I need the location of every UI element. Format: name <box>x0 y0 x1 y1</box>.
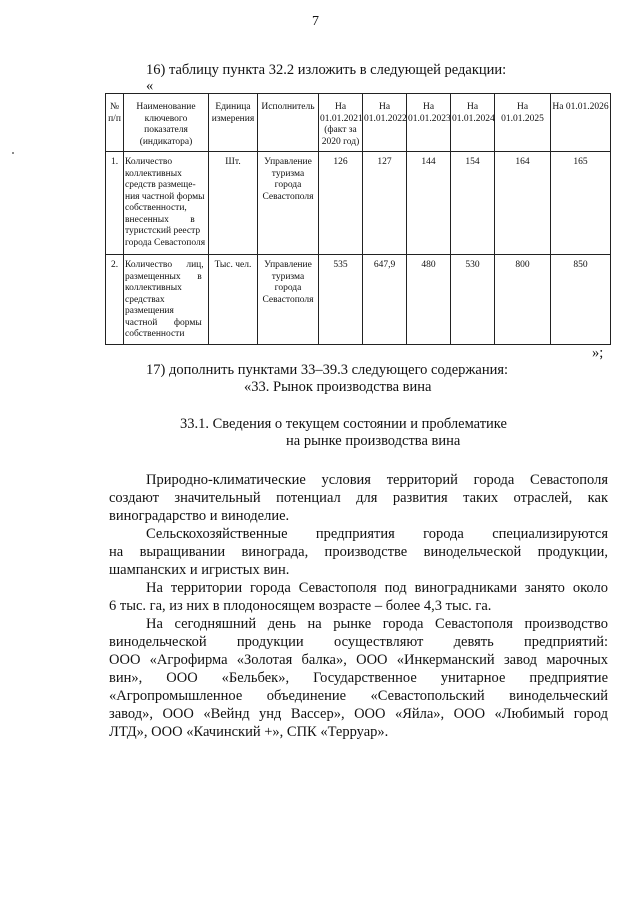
page-number: 7 <box>312 14 319 29</box>
section-331-title-line-2: на рынке производства вина <box>286 433 461 449</box>
row-2-value-2025: 800 <box>495 255 551 345</box>
row-1-value-2026: 165 <box>551 152 611 255</box>
paragraph-line: шампанских и игристых вин. <box>109 562 290 578</box>
row-2-unit: Тыс. чел. <box>209 255 258 345</box>
row-1-num: 1. <box>106 152 124 255</box>
header-2026: На 01.01.2026 <box>551 94 611 152</box>
header-unit: Единица измерения <box>209 94 258 152</box>
item-16-text: 16) таблицу пункта 32.2 изложить в следующей редакции: <box>146 62 507 78</box>
table-header-row <box>106 94 611 152</box>
row-1-executor: Управление туризма города Севастополя <box>258 152 319 255</box>
row-2-num: 2. <box>106 255 124 345</box>
paragraph-line: Сельскохозяйственные предприятия города специализируются <box>146 526 608 542</box>
table-row <box>106 255 611 345</box>
indicators-table <box>105 93 611 345</box>
row-2-executor: Управление туризма города Севастополя <box>258 255 319 345</box>
closing-quote: »; <box>592 345 604 361</box>
paragraph-line: Природно-климатические условия территорий города Севастополя <box>146 472 608 488</box>
header-2022: На 01.01.2022 <box>363 94 407 152</box>
paragraph-line: создают значительный потенциал для развития таких отраслей, как <box>109 490 608 506</box>
row-2-value-2021: 535 <box>319 255 363 345</box>
row-2-value-2024: 530 <box>451 255 495 345</box>
row-1-value-2025: 164 <box>495 152 551 255</box>
header-2025: На 01.01.2025 <box>495 94 551 152</box>
header-indicator-name: Наименование ключевого показателя (индикатора) <box>124 94 209 152</box>
paragraph-line: на выращивании винограда, производстве винодельческой продукции, <box>109 544 608 560</box>
scan-speck <box>12 152 14 154</box>
row-1-value-2021: 126 <box>319 152 363 255</box>
row-1-unit: Шт. <box>209 152 258 255</box>
paragraph-line: вин», ООО «Бельбек», Государственное унитарное предприятие <box>109 670 608 686</box>
paragraph-line: ООО «Агрофирма «Золотая балка», ООО «Инкерманский завод марочных <box>109 652 608 668</box>
row-2-indicator-name: Количество лиц, размещенных в коллективных средствах размещения частной формы собственности <box>124 255 209 345</box>
paragraph-line: ЛТД», ООО «Качинский +», СПК «Терруар». <box>109 724 389 740</box>
row-1-value-2023: 144 <box>407 152 451 255</box>
paragraph-line: винодельческой продукции осуществляют девять предприятий: <box>109 634 608 650</box>
paragraph-line: виноградарство и виноделие. <box>109 508 290 524</box>
row-2-value-2026: 850 <box>551 255 611 345</box>
section-33-title: «33. Рынок производства вина <box>244 379 432 395</box>
paragraph-line: завод», ООО «Вейнд унд Вассер», ООО «Яйла», ООО «Любимый город <box>109 706 608 722</box>
item-17-text: 17) дополнить пунктами 33–39.3 следующего содержания: <box>146 362 509 378</box>
table-row <box>106 152 611 255</box>
header-executor: Исполнитель <box>258 94 319 152</box>
paragraph-line: «Агропромышленное объединение «Севастопольский винодельческий <box>109 688 608 704</box>
section-331-title-line-1: 33.1. Сведения о текущем состоянии и проблематике <box>180 416 507 432</box>
row-1-value-2022: 127 <box>363 152 407 255</box>
header-2023: На 01.01.2023 <box>407 94 451 152</box>
header-2024: На 01.01.2024 <box>451 94 495 152</box>
row-2-value-2023: 480 <box>407 255 451 345</box>
row-1-value-2024: 154 <box>451 152 495 255</box>
row-2-value-2022: 647,9 <box>363 255 407 345</box>
row-1-indicator-name: Количество коллективных средств размеще- ния частной формы собственности, внесенных в туристский реестр города Севастополя <box>124 152 209 255</box>
paragraph-line: На сегодняшний день на рынке города Севастополя производство <box>146 616 608 632</box>
header-2021: На 01.01.2021 (факт за 2020 год) <box>319 94 363 152</box>
paragraph-line: На территории города Севастополя под виноградниками занято около <box>146 580 608 596</box>
paragraph-line: 6 тыс. га, из них в плодоносящем возрасте – более 4,3 тыс. га. <box>109 598 492 614</box>
header-num: № п/п <box>106 94 124 152</box>
opening-quote: « <box>146 78 154 94</box>
